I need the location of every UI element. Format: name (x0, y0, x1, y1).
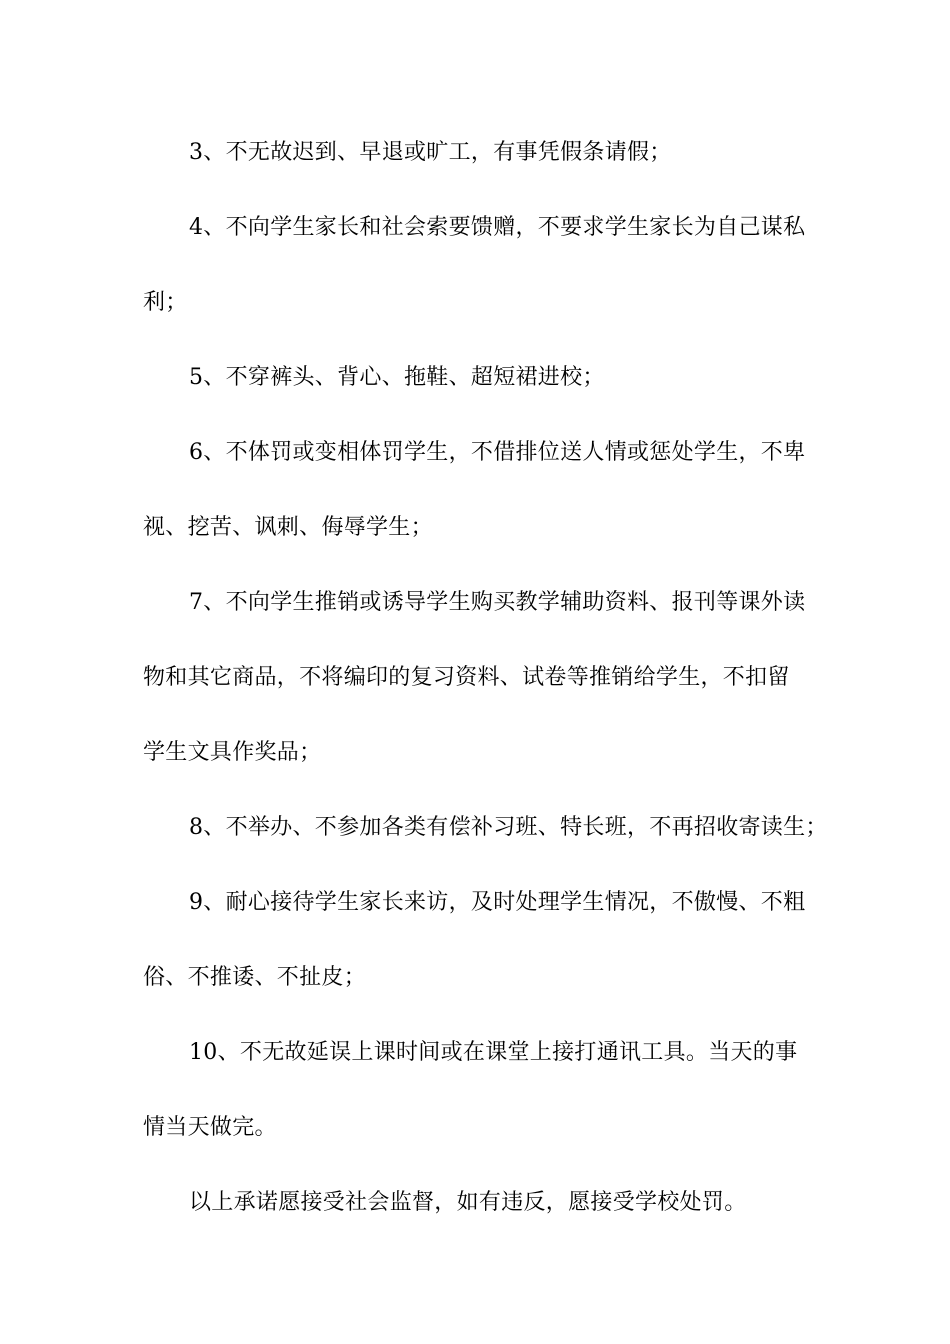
text-line-9: 学生文具作奖品； (143, 740, 322, 765)
text-line-12: 俗、不推诿、不扯皮； (143, 965, 367, 990)
text-line-14: 情当天做完。 (143, 1115, 277, 1140)
text-line-1: 3、不无故迟到、早退或旷工，有事凭假条请假； (189, 140, 672, 165)
text-line-11: 9、耐心接待学生家长来访，及时处理学生情况，不傲慢、不粗 (189, 890, 806, 915)
document-body (143, 125, 828, 1250)
text-line-15: 以上承诺愿接受社会监督，如有违反，愿接受学校处罚。 (189, 1190, 747, 1215)
text-line-10: 8、不举办、不参加各类有偿补习班、特长班，不再招收寄读生； (189, 815, 828, 840)
text-line-13: 10、不无故延误上课时间或在课堂上接打通讯工具。当天的事 (189, 1040, 798, 1065)
text-line-4: 5、不穿裤头、背心、拖鞋、超短裙进校； (189, 365, 605, 390)
text-line-7: 7、不向学生推销或诱导学生购买教学辅助资料、报刊等课外读 (189, 590, 806, 615)
text-line-6: 视、挖苦、讽刺、侮辱学生； (143, 515, 433, 540)
text-line-2: 4、不向学生家长和社会索要馈赠，不要求学生家长为自己谋私 (189, 215, 806, 240)
text-line-5: 6、不体罚或变相体罚学生，不借排位送人情或惩处学生，不卑 (189, 440, 806, 465)
text-line-3: 利； (143, 290, 188, 315)
text-line-8: 物和其它商品，不将编印的复习资料、试卷等推销给学生，不扣留 (143, 665, 790, 690)
